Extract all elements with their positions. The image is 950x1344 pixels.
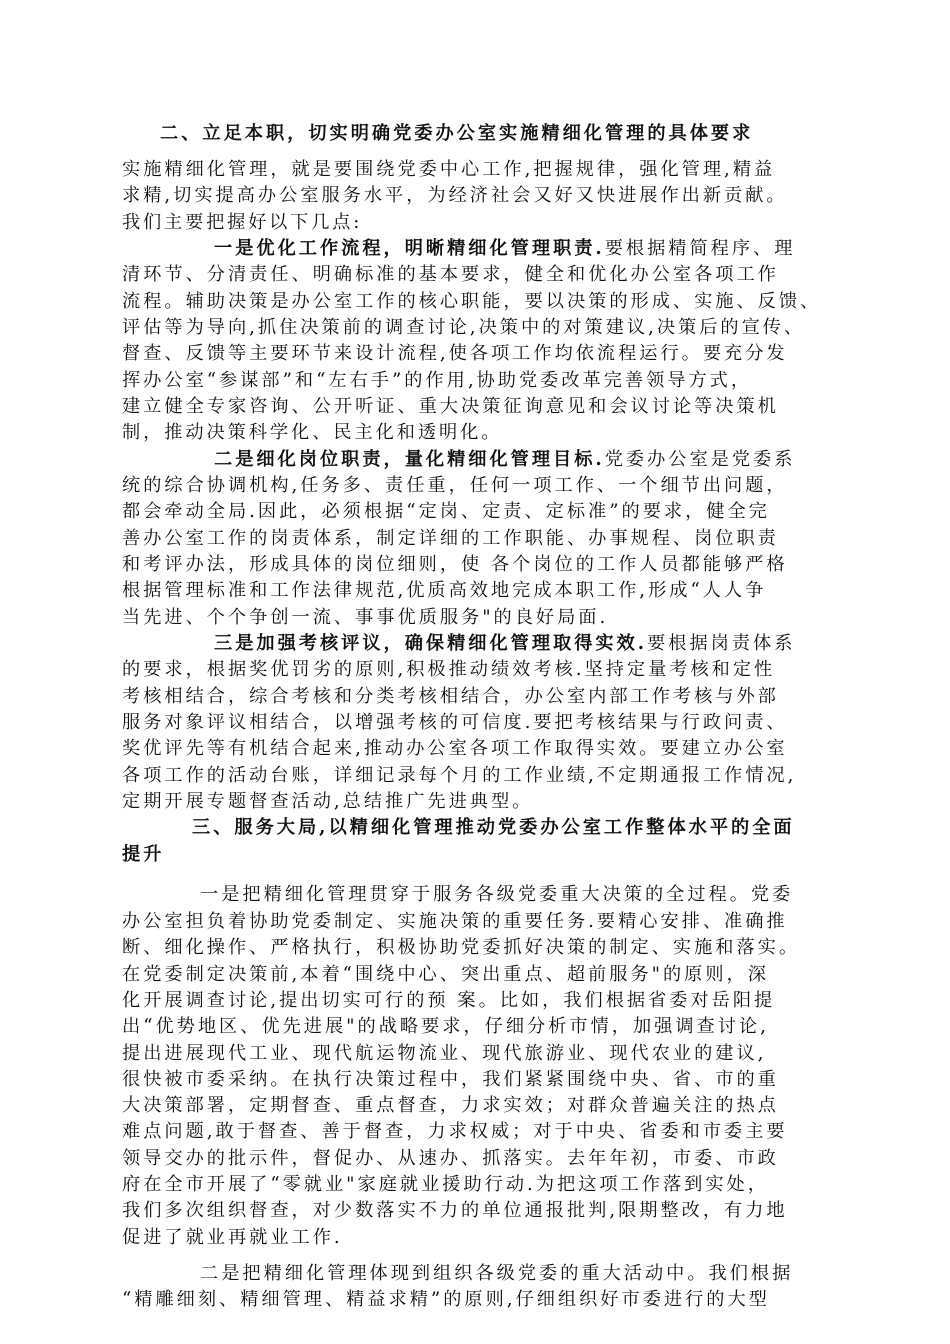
text-segment: 督查、反馈等主要环节来设计流程,使各项工作均依流程运行。要充分发 bbox=[122, 343, 788, 364]
text-line bbox=[122, 184, 788, 208]
text-segment: 很快被市委采纳。在执行决策过程中，我们紧紧围绕中央、省、市的重 bbox=[122, 1069, 779, 1090]
text-segment: 建立健全专家咨询、公开听证、重大决策征询意见和会议讨论等决策机 bbox=[122, 396, 779, 417]
text-line bbox=[122, 527, 779, 551]
text-line bbox=[122, 1068, 779, 1092]
text-segment: 党委办公室是党委系 bbox=[604, 449, 796, 470]
text-segment: 化开展调查讨论,提出切实可行的预 案。比如，我们根据省委对岳阳提 bbox=[122, 990, 776, 1011]
text-segment: 办公室担负着协助党委制定、实施决策的重要任务.要精心安排、准确推 bbox=[122, 911, 788, 932]
text-line bbox=[122, 316, 805, 340]
text-segment: 一是把精细化管理贯穿于服务各级党委重大决策的全过程。党委 bbox=[200, 884, 794, 905]
text-segment: 断、细化操作、严格执行，积极协助党委抓好决策的制定、实施和落实。 bbox=[122, 937, 801, 958]
text-line bbox=[122, 658, 775, 682]
text-segment: 府在全市开展了“零就业"家庭就业援助行动.为把这项工作落到实处， bbox=[122, 1174, 769, 1195]
text-segment: 都会牵动全局.因此，必须根据“定岗、定责、定标准”的要求，健全完 bbox=[122, 501, 770, 522]
bold-text-segment: 提升 bbox=[122, 844, 165, 865]
text-segment: 定期开展专题督查活动,总结推广先进典型。 bbox=[122, 791, 534, 812]
text-line bbox=[122, 421, 502, 445]
text-line bbox=[160, 122, 753, 146]
text-line bbox=[122, 963, 769, 987]
text-line bbox=[122, 1173, 769, 1197]
text-segment: 考核相结合，综合考核和分类考核相结合，办公室内部工作考核与外部 bbox=[122, 686, 779, 707]
text-line bbox=[122, 500, 770, 524]
text-line bbox=[122, 1199, 788, 1223]
text-line bbox=[122, 474, 788, 498]
bold-text-segment: 二、立足本职，切实明确党委办公室实施精细化管理的具体要求 bbox=[160, 123, 754, 144]
text-segment: 制，推动决策科学化、民主化和透明化。 bbox=[122, 422, 503, 443]
text-segment: 促进了就业再就业工作. bbox=[122, 1227, 343, 1248]
text-line bbox=[122, 263, 779, 287]
text-segment: 各项工作的活动台账，详细记录每个月的工作业绩,不定期通报工作情况, bbox=[122, 765, 797, 786]
text-line bbox=[122, 1147, 779, 1171]
text-line bbox=[122, 553, 788, 577]
text-segment: 服务对象评议相结合，以增强考核的可信度.要把考核结果与行政问责、 bbox=[122, 712, 788, 733]
text-line bbox=[122, 342, 788, 366]
text-segment: 当先进、个个争创一流、事事优质服务"的良好局面. bbox=[122, 607, 609, 628]
text-line bbox=[122, 843, 164, 867]
text-segment: 奖优评先等有机结合起来,推动办公室各项工作取得实效。要建立办公室 bbox=[122, 738, 788, 759]
text-segment: 流程。辅助决策是办公室工作的核心职能，要以决策的形成、实施、反馈、 bbox=[122, 291, 822, 312]
text-line bbox=[214, 448, 795, 472]
text-segment: “精雕细刻、精细管理、精益求精”的原则,仔细组织好市委进行的大型 bbox=[122, 1289, 770, 1310]
text-segment: 的要求，根据奖优罚劣的原则,积极推动绩效考核.坚持定量考核和定性 bbox=[122, 659, 776, 680]
text-line bbox=[122, 606, 608, 630]
text-line bbox=[122, 1288, 770, 1312]
text-segment: 二是把精细化管理体现到组织各级党委的重大活动中。我们根据 bbox=[200, 1263, 794, 1284]
text-segment: 我们主要把握好以下几点: bbox=[122, 212, 363, 233]
text-segment: 要根据精简程序、理 bbox=[604, 238, 796, 259]
text-line bbox=[122, 989, 775, 1013]
text-line bbox=[214, 632, 795, 656]
text-segment: 清环节、分清责任、明确标准的基本要求，健全和优化办公室各项工作 bbox=[122, 264, 779, 285]
text-segment: 挥办公室“参谋部”和“左右手”的作用,协助党委改革完善领导方式， bbox=[122, 370, 753, 391]
text-line bbox=[122, 790, 533, 814]
text-line bbox=[122, 395, 779, 419]
text-line bbox=[122, 369, 752, 393]
text-line bbox=[122, 1120, 788, 1144]
text-line bbox=[122, 1094, 779, 1118]
text-line bbox=[200, 1262, 793, 1286]
text-line bbox=[192, 816, 795, 840]
text-line bbox=[122, 737, 788, 761]
text-segment: 和考评办法，形成具体的岗位细则，使 各个岗位的工作人员都能够严格 bbox=[122, 554, 788, 575]
text-segment: 统的综合协调机构,任务多、责任重，任何一项工作、一个细节出问题， bbox=[122, 475, 788, 496]
text-line bbox=[122, 711, 788, 735]
bold-text-segment: 三是加强考核评议，确保精细化管理取得实效. bbox=[214, 633, 648, 654]
bold-text-segment: 三、服务大局,以精细化管理推动党委办公室工作整体水平的全面 bbox=[192, 817, 795, 838]
text-line bbox=[122, 764, 796, 788]
text-line bbox=[122, 1015, 769, 1039]
text-segment: 善办公室工作的岗责体系，制定详细的工作职能、办事规程、岗位职责 bbox=[122, 528, 779, 549]
text-segment: 要根据岗责体系 bbox=[647, 633, 796, 654]
text-line bbox=[122, 579, 766, 603]
text-segment: 提出进展现代工业、现代航运物流业、现代旅游业、现代农业的建议, bbox=[122, 1043, 767, 1064]
text-segment: 评估等为导向,抓住决策前的调查讨论,决策中的对策建议,决策后的宣传、 bbox=[122, 317, 806, 338]
bold-text-segment: 二是细化岗位职责，量化精细化管理目标. bbox=[214, 449, 605, 470]
text-line bbox=[122, 936, 800, 960]
text-segment: 大决策部署，定期督查、重点督查，力求实效；对群众普遍关注的热点 bbox=[122, 1095, 779, 1116]
text-line bbox=[122, 290, 821, 314]
text-line bbox=[122, 158, 775, 182]
text-segment: 领导交办的批示件，督促办、从速办、抓落实。去年年初，市委、市政 bbox=[122, 1148, 779, 1169]
text-line bbox=[122, 685, 779, 709]
text-segment: 出“优势地区、优先进展"的战略要求，仔细分析市情，加强调查讨论, bbox=[122, 1016, 769, 1037]
text-line bbox=[122, 1042, 766, 1066]
text-line bbox=[214, 237, 795, 261]
text-line bbox=[122, 910, 788, 934]
text-segment: 我们多次组织督查，对少数落实不力的单位通报批判,限期整改，有力地 bbox=[122, 1200, 788, 1221]
text-segment: 求精,切实提高办公室服务水平，为经济社会又好又快进展作出新贡献。 bbox=[122, 185, 788, 206]
text-segment: 在党委制定决策前,本着“围绕中心、突出重点、超前服务"的原则，深 bbox=[122, 964, 769, 985]
text-segment: 实施精细化管理，就是要围绕党委中心工作,把握规律，强化管理,精益 bbox=[122, 159, 776, 180]
text-line bbox=[122, 211, 362, 235]
text-line bbox=[122, 1226, 343, 1250]
text-line bbox=[200, 883, 793, 907]
text-segment: 难点问题,敢于督查、善于督查，力求权威；对于中央、省委和市委主要 bbox=[122, 1121, 788, 1142]
bold-text-segment: 一是优化工作流程，明晰精细化管理职责. bbox=[214, 238, 605, 259]
text-segment: 根据管理标准和工作法律规范,优质高效地完成本职工作,形成“人人争 bbox=[122, 580, 767, 601]
